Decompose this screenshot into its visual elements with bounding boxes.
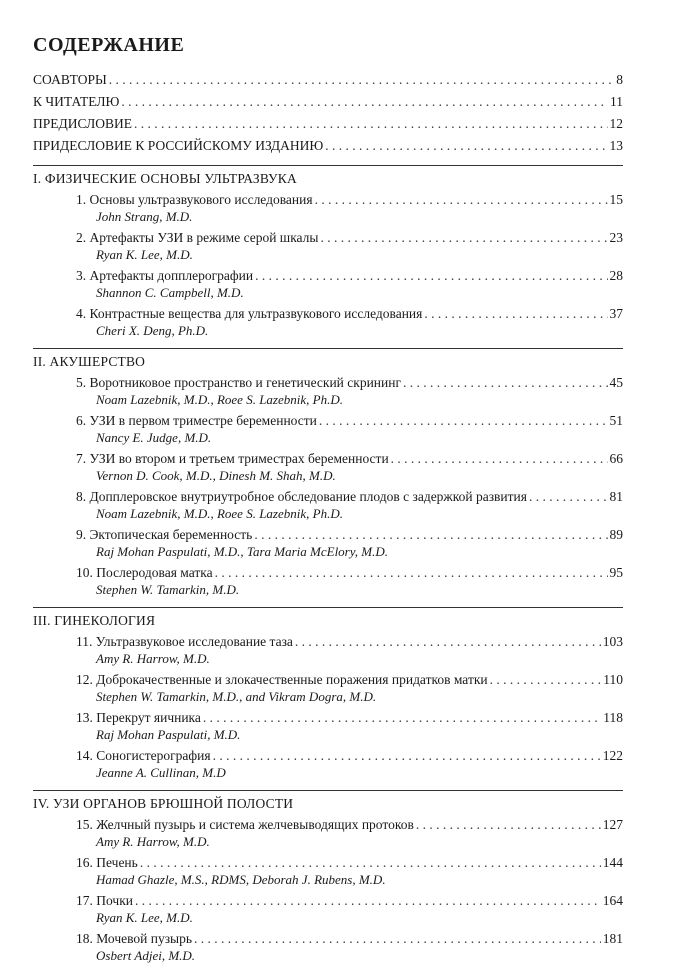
toc-entry[interactable] <box>33 137 623 155</box>
dot-leader <box>140 854 601 872</box>
chapter-author: Osbert Adjei, M.D. <box>96 948 196 963</box>
chapter-entry[interactable] <box>76 229 623 263</box>
chapter-entry[interactable] <box>76 816 623 850</box>
chapter-page: 66 <box>609 451 623 466</box>
section-title[interactable]: III. ГИНЕКОЛОГИЯ <box>33 613 156 628</box>
dot-leader <box>109 71 614 89</box>
chapter-page: 37 <box>609 306 623 321</box>
dot-leader <box>424 305 607 323</box>
chapter-author: Raj Mohan Paspulati, M.D. <box>96 727 241 742</box>
chapter-page: 15 <box>609 192 623 207</box>
chapter-entry[interactable] <box>76 374 623 408</box>
chapter-title: 8. Допплеровское внутриутробное обследование плодов с задержкой развития <box>76 489 527 504</box>
chapter-entry[interactable] <box>76 854 623 888</box>
chapter-page: 118 <box>603 710 623 725</box>
entry-page: 13 <box>609 138 623 153</box>
dot-leader <box>416 816 601 834</box>
dot-leader <box>213 747 601 765</box>
chapter-title: 9. Эктопическая беременность <box>76 527 253 542</box>
chapter-page: 28 <box>609 268 623 283</box>
dot-leader <box>325 137 607 155</box>
chapter-page: 23 <box>609 230 623 245</box>
chapter-entry[interactable] <box>76 488 623 522</box>
chapter-author: Cheri X. Deng, Ph.D. <box>96 323 209 338</box>
chapter-title: 13. Перекрут яичника <box>76 710 201 725</box>
chapter-title: 7. УЗИ во втором и третьем триместрах беременности <box>76 451 389 466</box>
chapter-title: 5. Воротниковое пространство и генетический скрининг <box>76 375 402 390</box>
chapter-author: Stephen W. Tamarkin, M.D., and Vikram Dogra, M.D. <box>96 689 377 704</box>
dot-leader <box>403 374 607 392</box>
dot-leader <box>194 930 601 948</box>
page-title: СОДЕРЖАНИЕ <box>33 34 185 56</box>
chapter-title: 6. УЗИ в первом триместре беременности <box>76 413 317 428</box>
chapter-entry[interactable] <box>76 892 623 926</box>
toc-entry[interactable] <box>33 93 623 111</box>
chapter-author: Amy R. Harrow, M.D. <box>96 651 210 666</box>
chapter-title: 17. Почки <box>76 893 133 908</box>
entry-title: ПРИДЕСЛОВИЕ К РОССИЙСКОМУ ИЗДАНИЮ <box>33 138 324 153</box>
chapter-title: 10. Послеродовая матка <box>76 565 213 580</box>
toc-page <box>33 34 623 973</box>
chapter-title: 4. Контрастные вещества для ультразвукового исследования <box>76 306 423 321</box>
chapter-page: 89 <box>609 527 623 542</box>
chapter-author: Vernon D. Cook, M.D., Dinesh M. Shah, M.D. <box>96 468 336 483</box>
toc-section <box>33 348 623 598</box>
chapter-title: 12. Доброкачественные и злокачественные поражения придатков матки <box>76 672 488 687</box>
chapter-author: Shannon C. Campbell, M.D. <box>96 285 244 300</box>
chapter-title: 1. Основы ультразвукового исследования <box>76 192 313 207</box>
dot-leader <box>315 191 608 209</box>
chapter-entry[interactable] <box>76 747 623 781</box>
chapter-author: Ryan K. Lee, M.D. <box>96 910 193 925</box>
chapter-author: Stephen W. Tamarkin, M.D. <box>96 582 240 597</box>
chapter-entry[interactable] <box>76 450 623 484</box>
chapter-entry[interactable] <box>76 412 623 446</box>
toc-entry[interactable] <box>33 115 623 133</box>
dot-leader <box>319 412 608 430</box>
chapter-title: 18. Мочевой пузырь <box>76 931 193 946</box>
toc-entry[interactable] <box>33 71 623 89</box>
toc-section <box>33 790 623 964</box>
chapter-author: Jeanne A. Cullinan, M.D <box>96 765 226 780</box>
dot-leader <box>295 633 601 651</box>
chapter-title: 15. Желчный пузырь и система желчевыводящих протоков <box>76 817 414 832</box>
chapter-entry[interactable] <box>76 564 623 598</box>
chapter-title: 16. Печень <box>76 855 138 870</box>
chapter-page: 144 <box>602 855 623 870</box>
chapter-entry[interactable] <box>76 709 623 743</box>
dot-leader <box>529 488 608 506</box>
chapter-author: Amy R. Harrow, M.D. <box>96 834 210 849</box>
chapter-entry[interactable] <box>76 305 623 339</box>
chapter-author: John Strang, M.D. <box>96 209 193 224</box>
chapter-entry[interactable] <box>76 671 623 705</box>
chapter-title: 3. Артефакты допплерографии <box>76 268 254 283</box>
dot-leader <box>391 450 608 468</box>
chapter-title: 14. Соногистерография <box>76 748 211 763</box>
chapter-page: 181 <box>602 931 623 946</box>
section-title[interactable]: II. АКУШЕРСТВО <box>33 354 146 369</box>
dot-leader <box>255 267 607 285</box>
chapter-entry[interactable] <box>76 526 623 560</box>
chapter-entry[interactable] <box>76 191 623 225</box>
dot-leader <box>121 93 608 111</box>
chapter-author: Noam Lazebnik, M.D., Roee S. Lazebnik, Ph.D. <box>96 506 343 521</box>
entry-page: 11 <box>610 94 623 109</box>
chapter-author: Noam Lazebnik, M.D., Roee S. Lazebnik, Ph.D. <box>96 392 343 407</box>
section-title[interactable]: I. ФИЗИЧЕСКИЕ ОСНОВЫ УЛЬТРАЗВУКА <box>33 171 297 186</box>
dot-leader <box>215 564 608 582</box>
chapter-author: Raj Mohan Paspulati, M.D., Tara Maria McElory, M.D. <box>96 544 389 559</box>
toc-section <box>33 165 623 339</box>
dot-leader <box>203 709 601 727</box>
chapter-page: 110 <box>603 672 623 687</box>
chapter-entry[interactable] <box>76 930 623 964</box>
dot-leader <box>134 115 607 133</box>
chapter-author: Hamad Ghazle, M.S., RDMS, Deborah J. Rubens, M.D. <box>96 872 386 887</box>
front-matter-list <box>33 71 623 155</box>
chapter-page: 122 <box>602 748 623 763</box>
chapter-entry[interactable] <box>76 633 623 667</box>
chapter-page: 103 <box>602 634 623 649</box>
chapter-page: 81 <box>609 489 623 504</box>
entry-page: 8 <box>616 72 623 87</box>
dot-leader <box>135 892 601 910</box>
section-title[interactable]: IV. УЗИ ОРГАНОВ БРЮШНОЙ ПОЛОСТИ <box>33 796 294 811</box>
chapter-entry[interactable] <box>76 267 623 301</box>
chapter-title: 2. Артефакты УЗИ в режиме серой шкалы <box>76 230 319 245</box>
chapter-author: Nancy E. Judge, M.D. <box>96 430 212 445</box>
chapter-author: Ryan K. Lee, M.D. <box>96 247 193 262</box>
chapter-page: 45 <box>609 375 623 390</box>
chapter-page: 164 <box>602 893 623 908</box>
chapter-page: 127 <box>602 817 623 832</box>
dot-leader <box>254 526 607 544</box>
entry-title: СОАВТОРЫ <box>33 72 107 87</box>
chapter-title: 11. Ультразвуковое исследование таза <box>76 634 293 649</box>
chapter-page: 95 <box>609 565 623 580</box>
toc-section <box>33 607 623 781</box>
entry-title: К ЧИТАТЕЛЮ <box>33 94 120 109</box>
dot-leader <box>490 671 602 689</box>
dot-leader <box>320 229 607 247</box>
entry-page: 12 <box>609 116 623 131</box>
entry-title: ПРЕДИСЛОВИЕ <box>33 116 133 131</box>
chapter-page: 51 <box>609 413 623 428</box>
